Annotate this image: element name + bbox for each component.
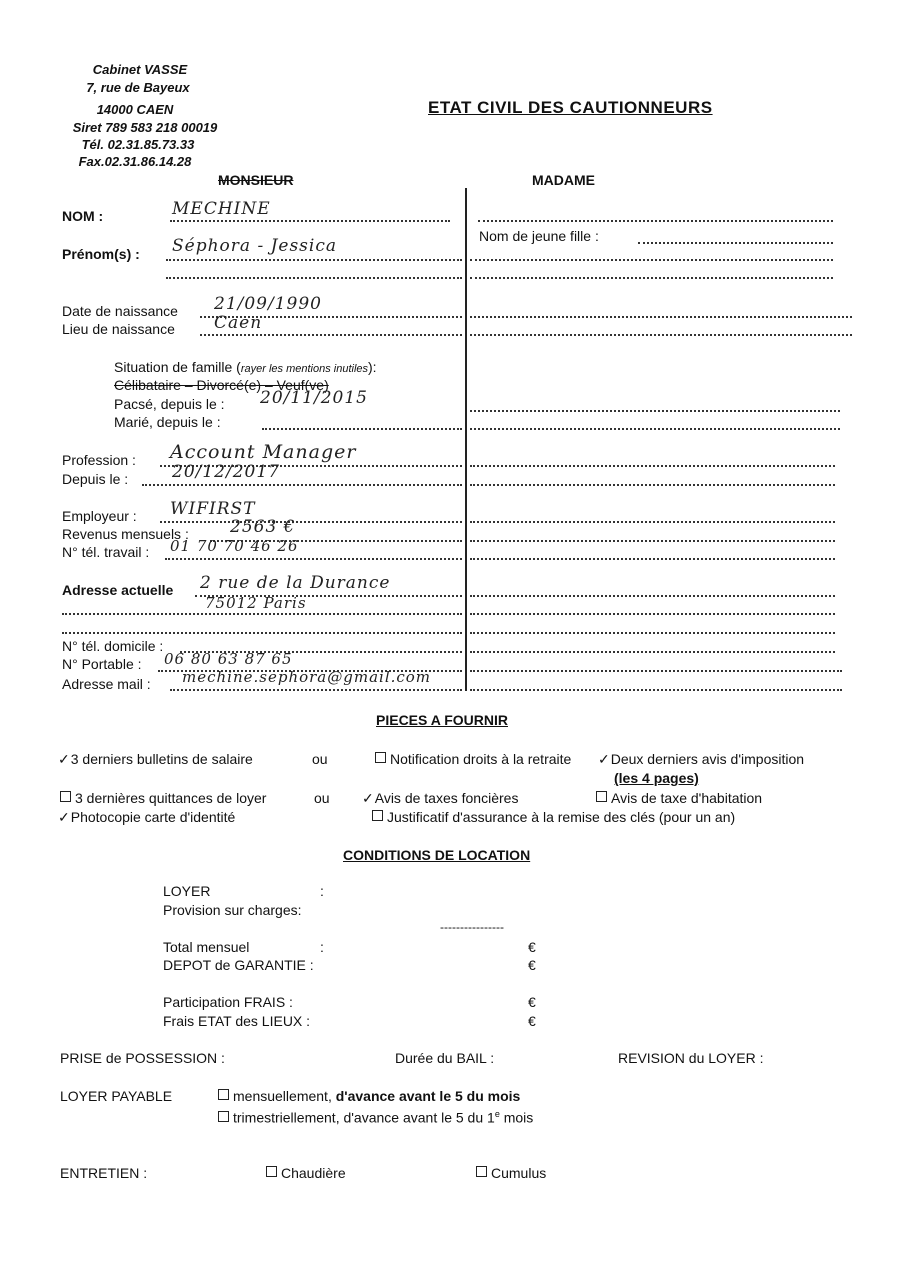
marie-line	[262, 428, 462, 430]
option-chaudiere: Chaudière	[266, 1165, 346, 1181]
check-icon: ✓	[58, 809, 70, 825]
cabinet-siret: Siret 789 583 218 00019	[72, 120, 218, 135]
column-divider	[465, 188, 467, 691]
depuis-line	[142, 484, 462, 486]
column-madame: MADAME	[532, 172, 595, 188]
adresse-label: Adresse actuelle	[62, 582, 174, 598]
nom-value: MECHINE	[172, 199, 271, 219]
tel-travail-line	[165, 558, 462, 560]
tel-domicile-line-madame	[470, 651, 835, 653]
nom-jeune-fille-label: Nom de jeune fille :	[479, 228, 599, 244]
lieu-naissance-value: Caen	[214, 313, 263, 333]
depot-label: DEPOT de GARANTIE :	[163, 957, 314, 973]
piece-notification: Notification droits à la retraite	[375, 751, 571, 767]
prenoms-line-2	[166, 277, 462, 279]
mail-label: Adresse mail :	[62, 676, 151, 692]
adresse-value-1: 2 rue de la Durance	[200, 573, 391, 593]
pacse-line-madame	[470, 410, 840, 412]
marie-label: Marié, depuis le :	[114, 414, 221, 430]
checkbox-icon	[218, 1089, 229, 1100]
pacse-label: Pacsé, depuis le :	[114, 396, 225, 412]
etat-lieux-label: Frais ETAT des LIEUX :	[163, 1013, 311, 1029]
employeur-line-madame	[470, 521, 835, 523]
date-naissance-line-madame	[470, 316, 852, 318]
duree-bail-label: Durée du BAIL :	[395, 1050, 495, 1066]
profession-value: Account Manager	[170, 441, 357, 463]
participation-euro: €	[528, 994, 536, 1010]
etat-lieux-euro: €	[528, 1013, 536, 1029]
depuis-line-madame	[470, 484, 835, 486]
checkbox-icon	[375, 752, 386, 763]
depuis-label: Depuis le :	[62, 471, 129, 487]
revenus-value: 2563 €	[230, 517, 296, 537]
mail-line	[170, 689, 462, 691]
cabinet-street: 7, rue de Bayeux	[86, 80, 190, 95]
adresse-line-3	[62, 632, 462, 634]
cabinet-tel: Tél. 02.31.85.73.33	[81, 137, 195, 152]
piece-taxe-habitation: Avis de taxe d'habitation	[596, 790, 762, 806]
pieces-title: PIECES A FOURNIR	[376, 712, 508, 728]
profession-line-madame	[470, 465, 835, 467]
nom-line-madame	[478, 220, 833, 222]
checkbox-icon	[60, 791, 71, 802]
prise-possession-label: PRISE de POSSESSION :	[60, 1050, 225, 1066]
prenoms-label: Prénom(s) :	[62, 246, 140, 262]
total-euro: €	[528, 939, 536, 955]
total-label: Total mensuel	[163, 939, 250, 955]
mail-line-madame	[470, 689, 842, 691]
ou-2: ou	[314, 790, 330, 806]
checkbox-icon	[218, 1111, 229, 1122]
mail-value: mechine.sephora@gmail.com	[182, 668, 432, 686]
portable-label: N° Portable :	[62, 656, 142, 672]
option-cumulus: Cumulus	[476, 1165, 546, 1181]
profession-label: Profession :	[62, 452, 136, 468]
cabinet-fax: Fax.02.31.86.14.28	[78, 154, 192, 169]
column-monsieur: MONSIEUR	[218, 172, 294, 188]
prenoms-line-madame	[470, 259, 833, 261]
option-trimestriel: trimestriellement, d'avance avant le 5 du 1e mois	[218, 1109, 533, 1126]
situation-famille-label: Situation de famille (rayer les mentions inutiles):	[114, 359, 377, 375]
cabinet-name: Cabinet VASSE	[92, 62, 188, 77]
provision-label: Provision sur charges:	[163, 902, 302, 918]
cabinet-city: 14000 CAEN	[96, 102, 174, 117]
lieu-naissance-label: Lieu de naissance	[62, 321, 175, 337]
conditions-title: CONDITIONS DE LOCATION	[343, 847, 531, 863]
adresse-line-1-madame	[470, 595, 835, 597]
revenus-label: Revenus mensuels :	[62, 526, 189, 542]
prenoms-line-2-madame	[470, 277, 833, 279]
page-title: ETAT CIVIL DES CAUTIONNEURS	[428, 98, 713, 117]
nom-line	[170, 220, 450, 222]
dashes: ----------------	[440, 920, 504, 934]
portable-line-madame	[470, 670, 842, 672]
portable-value: 06 80 63 87 65	[164, 650, 293, 668]
option-mensuel: mensuellement, d'avance avant le 5 du mois	[218, 1088, 520, 1104]
depuis-value: 20/12/2017	[172, 462, 280, 482]
tel-travail-line-madame	[470, 558, 835, 560]
lieu-naissance-line-madame	[470, 334, 852, 336]
tel-domicile-label: N° tél. domicile :	[62, 638, 164, 654]
pacse-value: 20/11/2015	[260, 388, 368, 408]
employeur-value: WIFIRST	[170, 499, 256, 519]
date-naissance-value: 21/09/1990	[214, 294, 322, 314]
check-icon: ✓	[58, 751, 70, 767]
participation-label: Participation FRAIS :	[163, 994, 293, 1010]
check-icon: ✓	[598, 751, 610, 767]
checkbox-icon	[266, 1166, 277, 1177]
prenoms-value: Séphora - Jessica	[172, 236, 338, 256]
adresse-line-2-madame	[470, 613, 835, 615]
total-colon: :	[320, 939, 324, 955]
nom-label: NOM :	[62, 208, 104, 224]
adresse-line-2	[62, 613, 462, 615]
employeur-line	[160, 521, 462, 523]
ou-1: ou	[312, 751, 328, 767]
piece-bulletins: ✓3 derniers bulletins de salaire	[58, 751, 253, 767]
nom-jeune-fille-line	[638, 242, 833, 244]
loyer-colon: :	[320, 883, 324, 899]
adresse-value-2: 75012 Paris	[205, 594, 307, 612]
lieu-naissance-line	[200, 334, 462, 336]
piece-avis-imposition: ✓Deux derniers avis d'imposition	[598, 751, 805, 767]
situation-options: Célibataire – Divorcé(e) – Veuf(ve)	[114, 377, 329, 393]
piece-assurance: Justificatif d'assurance à la remise des clés (pour un an)	[372, 809, 735, 825]
employeur-label: Employeur :	[62, 508, 137, 524]
piece-quittances: 3 dernières quittances de loyer	[60, 790, 266, 806]
piece-carte-identite: ✓Photocopie carte d'identité	[58, 809, 236, 825]
checkbox-icon	[372, 810, 383, 821]
tel-travail-label: N° tél. travail :	[62, 544, 150, 560]
revision-loyer-label: REVISION du LOYER :	[618, 1050, 764, 1066]
adresse-line-3-madame	[470, 632, 835, 634]
loyer-payable-label: LOYER PAYABLE	[60, 1088, 173, 1104]
date-naissance-label: Date de naissance	[62, 303, 178, 319]
revenus-line-madame	[470, 540, 835, 542]
checkbox-icon	[476, 1166, 487, 1177]
depot-euro: €	[528, 957, 536, 973]
entretien-label: ENTRETIEN :	[60, 1165, 148, 1181]
prenoms-line	[166, 259, 462, 261]
check-icon: ✓	[362, 790, 374, 806]
tel-travail-value: 01 70 70 46 26	[170, 537, 299, 555]
loyer-label: LOYER	[163, 883, 211, 899]
piece-taxes-foncieres: ✓Avis de taxes foncières	[362, 790, 519, 806]
marie-line-madame	[470, 428, 840, 430]
quatre-pages: (les 4 pages)	[614, 770, 699, 786]
checkbox-icon	[596, 791, 607, 802]
